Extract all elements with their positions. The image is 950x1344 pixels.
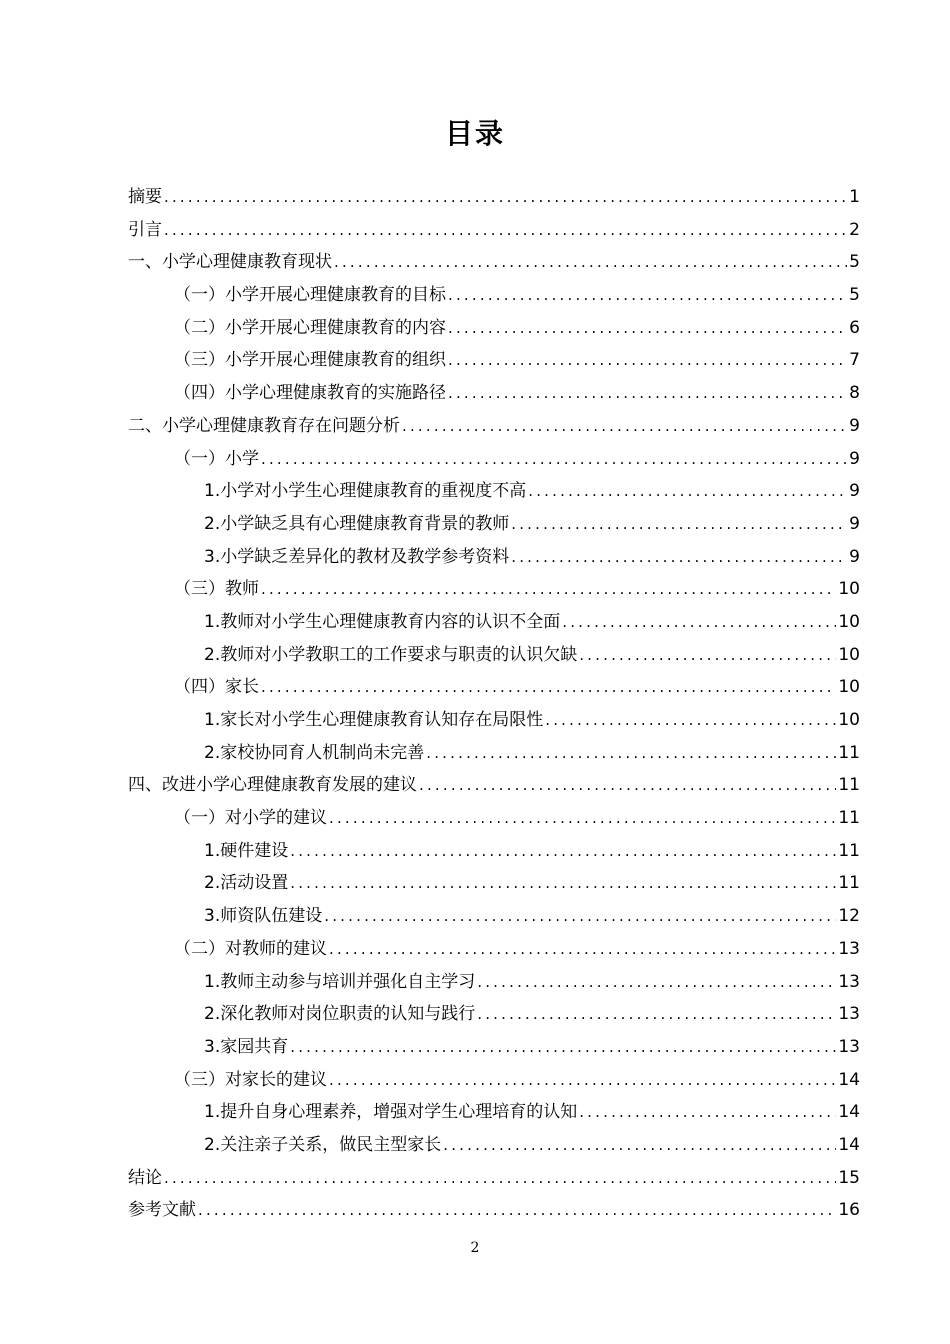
toc-entry-page: 8 xyxy=(849,383,860,404)
toc-leader-dots xyxy=(290,867,836,900)
toc-leader-dots xyxy=(198,1194,836,1227)
toc-leader-dots xyxy=(579,639,836,672)
toc-entry[interactable] xyxy=(128,443,860,476)
toc-entry-title: 参考文献 xyxy=(128,1200,196,1221)
toc-entry-page: 5 xyxy=(849,285,860,306)
toc-entry[interactable] xyxy=(128,639,860,672)
toc-entry-page: 12 xyxy=(838,906,860,927)
toc-entry-page: 11 xyxy=(838,873,860,894)
toc-entry-page: 10 xyxy=(838,579,860,600)
toc-entry-page: 9 xyxy=(849,546,860,567)
toc-entry-title: 1.硬件建设 xyxy=(204,840,289,861)
toc-entry[interactable] xyxy=(128,671,860,704)
page-title: 目录 xyxy=(444,117,505,150)
toc-entry[interactable] xyxy=(128,312,860,345)
toc-entry-page: 10 xyxy=(838,644,860,665)
toc-entry-title: （二）小学开展心理健康教育的内容 xyxy=(174,317,446,338)
toc-entry-page: 14 xyxy=(838,1069,860,1090)
toc-leader-dots xyxy=(477,998,836,1031)
toc-entry[interactable] xyxy=(128,835,860,868)
toc-entry-page: 13 xyxy=(838,1036,860,1057)
toc-entry-title: （一）小学 xyxy=(174,448,259,469)
toc-leader-dots xyxy=(334,246,847,279)
toc-leader-dots xyxy=(402,410,847,443)
toc-leader-dots xyxy=(448,344,847,377)
toc-entry[interactable] xyxy=(128,769,860,802)
toc-entry-page: 1 xyxy=(849,187,860,207)
toc-entry[interactable] xyxy=(128,606,860,639)
toc-entry[interactable] xyxy=(128,802,860,835)
toc-leader-dots xyxy=(579,1096,836,1129)
toc-leader-dots xyxy=(511,541,847,574)
toc-entry-title: 2.深化教师对岗位职责的认知与践行 xyxy=(204,1004,476,1025)
toc-entry-page: 9 xyxy=(849,513,860,534)
toc-entry[interactable] xyxy=(128,475,860,508)
toc-entry-title: 2.家校协同育人机制尚未完善 xyxy=(204,742,425,763)
toc-entry-title: 1.教师对小学生心理健康教育内容的认识不全面 xyxy=(204,611,561,632)
toc-leader-dots xyxy=(324,900,836,933)
toc-entry[interactable] xyxy=(128,704,860,737)
toc-entry[interactable] xyxy=(128,410,860,443)
toc-entry-title: （三）小学开展心理健康教育的组织 xyxy=(174,350,446,371)
toc-entry-page: 11 xyxy=(838,742,860,763)
toc-entry[interactable] xyxy=(128,1096,860,1129)
toc-entry[interactable] xyxy=(128,737,860,770)
toc-entry-page: 13 xyxy=(838,1004,860,1025)
toc-entry-page: 14 xyxy=(838,1102,860,1123)
toc-leader-dots xyxy=(261,443,847,476)
toc-entry-title: 结论 xyxy=(128,1167,162,1188)
toc-entry[interactable] xyxy=(128,933,860,966)
toc-entry-title: （四）家长 xyxy=(174,677,259,698)
toc-entry-title: （三）对家长的建议 xyxy=(174,1069,327,1090)
toc-leader-dots xyxy=(164,214,847,247)
toc-entry-page: 15 xyxy=(838,1167,860,1188)
table-of-contents xyxy=(128,181,860,1227)
toc-entry-page: 11 xyxy=(838,775,860,796)
toc-entry-title: 2.小学缺乏具有心理健康教育背景的教师 xyxy=(204,513,510,534)
toc-entry[interactable] xyxy=(128,214,860,247)
toc-entry-page: 13 xyxy=(838,938,860,959)
toc-entry-title: （三）教师 xyxy=(174,579,259,600)
toc-entry-title: 1.家长对小学生心理健康教育认知存在局限性 xyxy=(204,710,544,730)
toc-entry-page: 5 xyxy=(849,252,860,273)
toc-entry[interactable] xyxy=(128,541,860,574)
toc-entry-page: 6 xyxy=(849,317,860,338)
toc-entry-page: 2 xyxy=(849,219,860,240)
toc-entry[interactable] xyxy=(128,1064,860,1097)
toc-entry-title: 四、改进小学心理健康教育发展的建议 xyxy=(128,775,417,796)
toc-leader-dots xyxy=(426,737,836,770)
toc-entry[interactable] xyxy=(128,966,860,999)
toc-leader-dots xyxy=(419,769,836,802)
toc-entry-page: 10 xyxy=(838,710,860,730)
toc-leader-dots xyxy=(329,802,836,835)
toc-entry-page: 10 xyxy=(838,677,860,698)
toc-leader-dots xyxy=(329,933,836,966)
toc-entry[interactable] xyxy=(128,573,860,606)
toc-leader-dots xyxy=(528,475,847,508)
toc-leader-dots xyxy=(545,704,836,737)
toc-entry[interactable] xyxy=(128,246,860,279)
toc-entry-title: 一、小学心理健康教育现状 xyxy=(128,252,332,273)
toc-entry-title: 3.小学缺乏差异化的教材及教学参考资料 xyxy=(204,546,510,567)
toc-leader-dots xyxy=(164,181,847,214)
toc-leader-dots xyxy=(448,377,847,410)
toc-entry-page: 10 xyxy=(838,611,860,632)
toc-entry-page: 7 xyxy=(849,350,860,371)
toc-entry-title: （一）对小学的建议 xyxy=(174,808,327,829)
toc-entry[interactable] xyxy=(128,867,860,900)
toc-entry[interactable] xyxy=(128,1162,860,1195)
toc-entry[interactable] xyxy=(128,1031,860,1064)
toc-entry-title: （一）小学开展心理健康教育的目标 xyxy=(174,285,446,306)
toc-entry-title: 1.提升自身心理素养，增强对学生心理培育的认知 xyxy=(204,1102,578,1123)
toc-entry-page: 16 xyxy=(838,1200,860,1221)
toc-entry[interactable] xyxy=(128,508,860,541)
toc-entry[interactable] xyxy=(128,1129,860,1162)
toc-entry-page: 14 xyxy=(838,1134,860,1155)
toc-leader-dots xyxy=(562,606,836,639)
toc-entry[interactable] xyxy=(128,998,860,1031)
toc-entry-page: 9 xyxy=(849,481,860,502)
toc-entry[interactable] xyxy=(128,1194,860,1227)
toc-entry-title: 2.活动设置 xyxy=(204,873,289,894)
toc-entry-page: 9 xyxy=(849,415,860,436)
toc-entry-page: 11 xyxy=(838,808,860,829)
toc-entry-page: 9 xyxy=(849,448,860,469)
toc-entry-title: 3.师资队伍建设 xyxy=(204,906,323,927)
toc-entry[interactable] xyxy=(128,377,860,410)
toc-entry-title: 2.教师对小学教职工的工作要求与职责的认识欠缺 xyxy=(204,644,578,665)
toc-entry-title: （四）小学心理健康教育的实施路径 xyxy=(174,383,446,404)
toc-entry-title: 3.家园共育 xyxy=(204,1036,289,1057)
toc-entry[interactable] xyxy=(128,181,860,214)
toc-entry-title: 1.教师主动参与培训并强化自主学习 xyxy=(204,971,476,992)
toc-entry-title: （二）对教师的建议 xyxy=(174,938,327,959)
toc-leader-dots xyxy=(261,573,836,606)
toc-leader-dots xyxy=(329,1064,836,1097)
toc-entry-title: 引言 xyxy=(128,219,162,240)
toc-entry[interactable] xyxy=(128,900,860,933)
toc-leader-dots xyxy=(477,966,836,999)
toc-leader-dots xyxy=(290,835,836,868)
toc-leader-dots xyxy=(290,1031,836,1064)
toc-leader-dots xyxy=(448,312,847,345)
toc-entry-title: 1.小学对小学生心理健康教育的重视度不高 xyxy=(204,481,527,502)
toc-leader-dots xyxy=(511,508,847,541)
page-number: 2 xyxy=(470,1240,480,1256)
toc-entry[interactable] xyxy=(128,344,860,377)
toc-leader-dots xyxy=(448,279,847,312)
toc-entry[interactable] xyxy=(128,279,860,312)
toc-entry-title: 摘要 xyxy=(128,187,162,207)
toc-entry-page: 11 xyxy=(838,840,860,861)
toc-entry-title: 二、小学心理健康教育存在问题分析 xyxy=(128,415,400,436)
toc-entry-title: 2.关注亲子关系，做民主型家长 xyxy=(204,1134,442,1155)
toc-leader-dots xyxy=(261,671,836,704)
toc-leader-dots xyxy=(443,1129,836,1162)
toc-leader-dots xyxy=(164,1162,836,1195)
toc-entry-page: 13 xyxy=(838,971,860,992)
